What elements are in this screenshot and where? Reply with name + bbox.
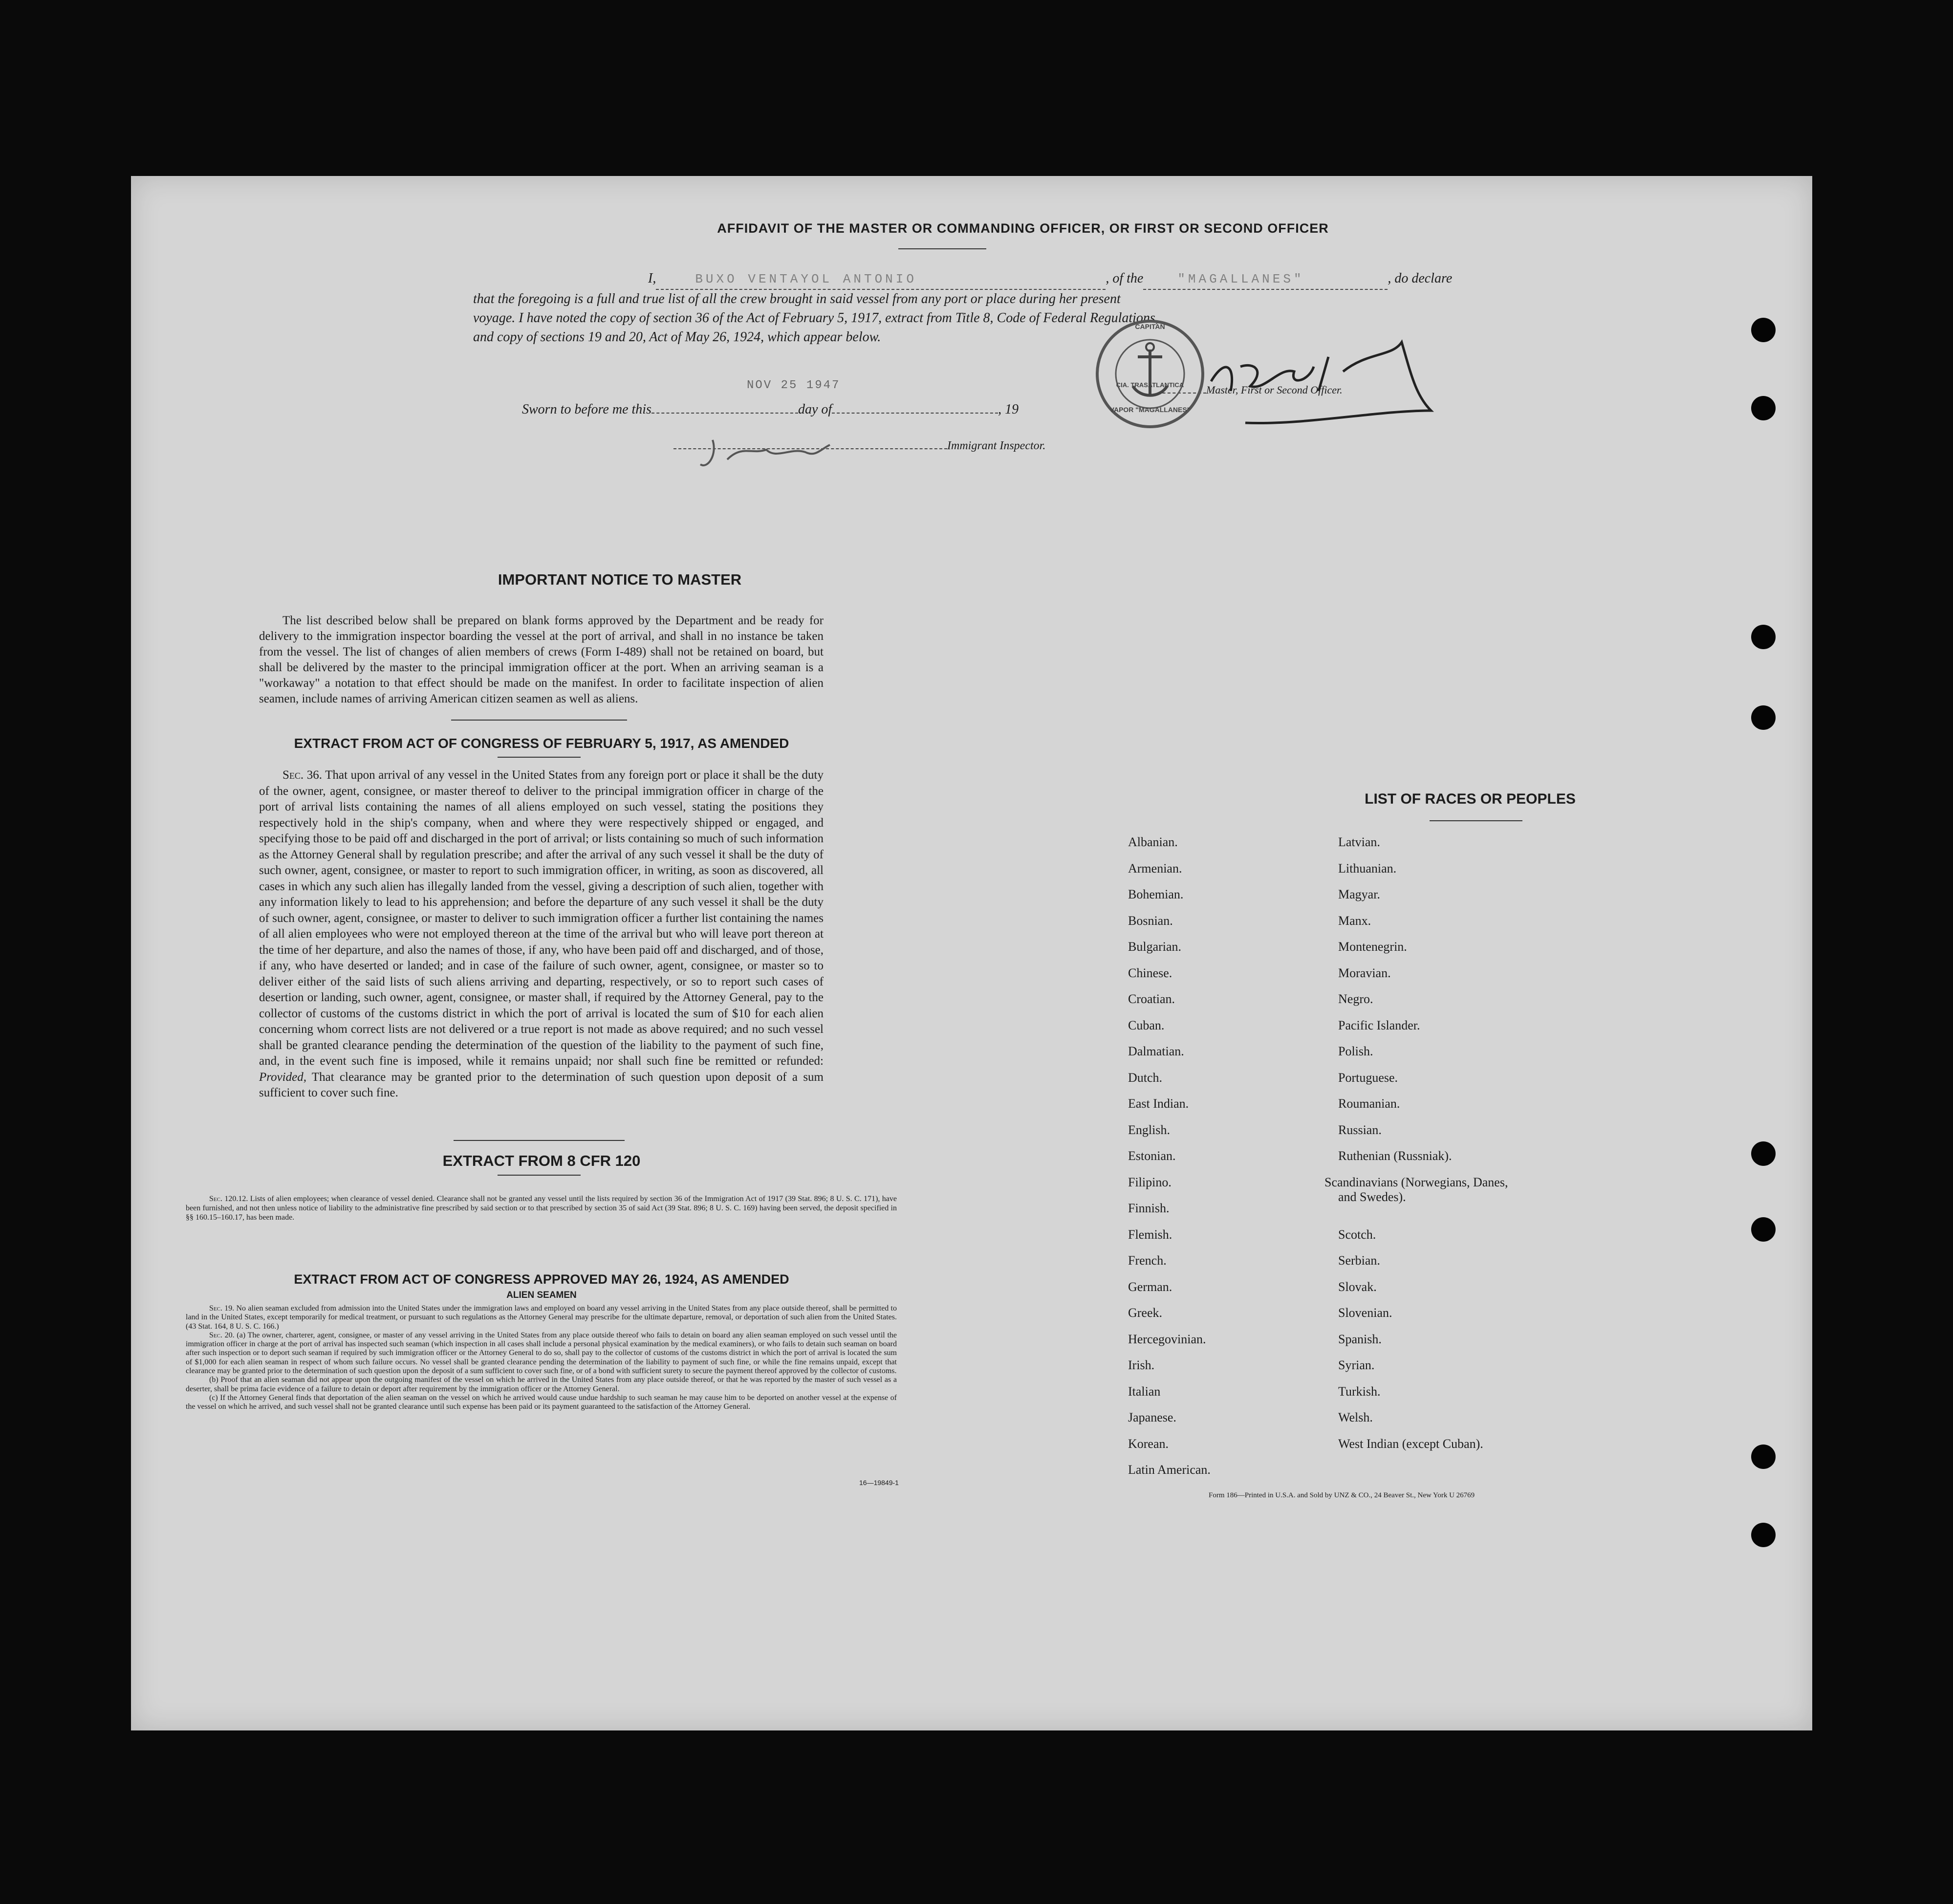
race-item: German. xyxy=(1128,1279,1172,1294)
extract-1917-body: Sec. 36. That upon arrival of any vessel in the United States from any foreign port or place it shall be the duty of the owner, agent, consignee, or master thereof to deliver to the principal immigration officer in charge of the port of arrival lists containing the names of all aliens employed on such vessel, stating the positions they respectively hold in the ship's company, when and where they were respectively shipped or engaged, and specifying those to be paid off and discharged in the port of arrival; or lists containing so much of such information as the Attorney General shall by regulation prescribe; and after the arrival of any such vessel it shall be the duty of such owner, agent, consignee, or master to report to such immigration officer, in writing, as soon as discovered, all cases in which any such alien has illegally landed from the vessel, giving a description of such alien, together with any information likely to lead to his apprehension; and before the departure of any such vessel it shall be the duty of such owner, agent, consignee, or master to deliver to such immigration officer a further list containing the names of all alien employees who were not employed thereon at the time of the arrival but who will leave port thereon at the time of her departure, and also the names of those, if any, who have been paid off and discharged, and of those, if any, who have deserted or landed; and in case of the failure of such owner, agent, consignee, or master so to deliver either of the said lists of such aliens arriving and departing, respectively, or so to report such cases of desertion or landing, such owner, agent, consignee, or master shall, if required by the Attorney General, pay to the collector of customs of the customs district in which the port of arrival is located the sum of $10 for each alien concerning whom correct lists are not delivered or a true report is not made as above required; and no such vessel shall be granted clearance pending the determination of the question of the liability to the payment of such fine, and, in the event such fine is imposed, while it remains unpaid; nor shall such fine be remitted or refunded: Provided, That clearance may be granted prior to the determination of such question upon deposit of a sum sufficient to cover such fine. xyxy=(259,768,824,1099)
race-item: Dalmatian. xyxy=(1128,1044,1184,1058)
race-item: Portuguese. xyxy=(1338,1070,1398,1085)
master-name: BUXO VENTAYOL ANTONIO xyxy=(695,272,917,286)
race-item: Magyar. xyxy=(1338,887,1380,901)
affidavit-title: AFFIDAVIT OF THE MASTER OR COMMANDING OFFICER, OR FIRST OR SECOND OFFICER xyxy=(717,221,1329,236)
race-item: Negro. xyxy=(1338,992,1373,1006)
inspector-line: Immigrant Inspector. xyxy=(673,437,1045,456)
race-item: Korean. xyxy=(1128,1436,1169,1451)
race-item: Scandinavians (Norwegians, Danes, and Swedes). xyxy=(1324,1175,1508,1204)
race-item: Manx. xyxy=(1338,913,1371,928)
binder-hole xyxy=(1751,1444,1776,1469)
race-item: Turkish. xyxy=(1338,1384,1381,1399)
race-item: Bohemian. xyxy=(1128,887,1184,901)
race-item: Hercegovinian. xyxy=(1128,1332,1206,1346)
race-item: Ruthenian (Russniak). xyxy=(1338,1149,1452,1163)
master-label: Master, First or Second Officer. xyxy=(1157,380,1343,399)
race-item: Croatian. xyxy=(1128,992,1175,1006)
race-item: Polish. xyxy=(1338,1044,1373,1058)
footer-imprint: Form 186—Printed in U.S.A. and Sold by UNZ & CO., 24 Beaver St., New York U 26769 xyxy=(1209,1491,1475,1499)
race-item: Slovenian. xyxy=(1338,1306,1392,1320)
sworn-line: Sworn to before me this day of , 19 xyxy=(522,402,1019,417)
divider xyxy=(498,1175,581,1176)
race-item: Cuban. xyxy=(1128,1018,1165,1032)
race-item: Chinese. xyxy=(1128,965,1172,980)
race-item: Syrian. xyxy=(1338,1358,1375,1372)
binder-hole xyxy=(1751,705,1776,730)
race-item: Lithuanian. xyxy=(1338,861,1397,875)
race-item: Montenegrin. xyxy=(1338,940,1407,954)
divider xyxy=(451,720,627,721)
race-item: Estonian. xyxy=(1128,1149,1176,1163)
divider xyxy=(454,1140,625,1141)
notice-title: IMPORTANT NOTICE TO MASTER xyxy=(498,571,742,588)
race-item: Finnish. xyxy=(1128,1201,1170,1215)
race-item: Filipino. xyxy=(1128,1175,1172,1189)
race-item: Russian. xyxy=(1338,1122,1382,1137)
cfr-title: EXTRACT FROM 8 CFR 120 xyxy=(442,1152,641,1169)
race-item: Scotch. xyxy=(1338,1227,1376,1242)
cfr-body: Sec. 120.12. Lists of alien employees; when clearance of vessel denied. Clearance shall not be granted any vessel until the lists required by section 36 of the Immigration Act of 1917 (39 Stat. 896; 8 U. S. C. 171), have been furnished, and not then unless notice of liability to the administrative fine prescribed by said section or to that prescribed by section 35 of said Act (39 Stat. 896; 8 U. S. C. 169) having been served, the deposit specified in §§ 160.15–160.17, has been made. xyxy=(186,1195,897,1222)
race-item: Japanese. xyxy=(1128,1410,1176,1424)
affidavit-line4: and copy of sections 19 and 20, Act of May 26, 1924, which appear below. xyxy=(473,329,881,345)
affidavit-line1: I, BUXO VENTAYOL ANTONIO , of the "MAGALLANES" , do declare xyxy=(648,269,1547,290)
races-title: LIST OF RACES OR PEOPLES xyxy=(1365,791,1576,807)
affidavit-line3: voyage. I have noted the copy of section 36 of the Act of February 5, 1917, extract from Title 8, Code of Federal Regulations, xyxy=(473,310,1159,326)
binder-hole xyxy=(1751,1523,1776,1547)
race-item: French. xyxy=(1128,1253,1167,1268)
race-item: Italian xyxy=(1128,1384,1161,1399)
race-item: Flemish. xyxy=(1128,1227,1172,1242)
binder-hole xyxy=(1751,1141,1776,1166)
divider xyxy=(898,248,986,249)
race-item: English. xyxy=(1128,1122,1170,1137)
divider xyxy=(498,757,581,758)
race-item: Greek. xyxy=(1128,1306,1163,1320)
stamp-text-mid: CIA. TRASATLANTICA xyxy=(1116,381,1184,389)
divider xyxy=(1430,820,1522,821)
extract-1917-title: EXTRACT FROM ACT OF CONGRESS OF FEBRUARY 5, 1917, AS AMENDED xyxy=(294,736,789,751)
stamp-text-top: CAPITAN xyxy=(1135,323,1165,330)
extract-1924-title: EXTRACT FROM ACT OF CONGRESS APPROVED MAY 26, 1924, AS AMENDED xyxy=(294,1272,789,1287)
affidavit-line2: that the foregoing is a full and true list of all the crew brought in said vessel from any port or place during her present xyxy=(473,291,1121,306)
race-item: Spanish. xyxy=(1338,1332,1382,1346)
race-item: West Indian (except Cuban). xyxy=(1338,1436,1483,1451)
binder-hole xyxy=(1751,318,1776,342)
race-item: Bulgarian. xyxy=(1128,940,1182,954)
form-code: 16—19849-1 xyxy=(859,1479,899,1487)
race-item: Irish. xyxy=(1128,1358,1155,1372)
date-stamp: NOV 25 1947 xyxy=(747,379,841,392)
race-item: Latvian. xyxy=(1338,835,1380,849)
race-item: Moravian. xyxy=(1338,965,1391,980)
race-item: Roumanian. xyxy=(1338,1096,1400,1111)
race-item: Serbian. xyxy=(1338,1253,1380,1268)
race-item: Pacific Islander. xyxy=(1338,1018,1420,1032)
extract-1924-subtitle: ALIEN SEAMEN xyxy=(506,1290,577,1300)
extract-1924-body: Sec. 19. No alien seaman excluded from admission into the United States under the immigration laws and employed on board any vessel arriving in the United States from any place outside thereof, shall be permitted to land in the United States, except temporarily for medical treatment, or pursuant to such regulations as the Attorney General may prescribe for the ultimate departure, removal, or deportation of such alien from the United States. (43 Stat. 164, 8 U. S. C. 166.) Sec. 20. (a) The owner, charterer, agent, consignee, or master of any vessel arriving in the United States from any place outside thereof who fails to detain on board any alien seaman employed on such vessel until the immigration officer in charge at the port of arrival has inspected such seaman (which inspection in all cases shall include a personal physical examination by the medical examiners), or who fails to detain such seaman on board after such inspection or to deport such seaman if required by such immigration officer or the Attorney General to do so, shall pay to the collector of customs of the customs district in which the port of arrival is located the sum of $1,000 for each alien seaman in respect of whom such failure occurs. No vessel shall be granted clearance pending the determination of the liability to payment of such fine, or while the fine remains unpaid, except that clearance may be granted prior to the determination of such question upon the deposit of a sum sufficient to cover such fine, or of a bond with sufficient surety to secure the payment thereof approved by the collector of customs. (b) Proof that an alien seaman did not appear upon the outgoing manifest of the vessel on which he arrived in the United States from any place outside thereof, or that he was reported by the master of such vessel as a deserter, shall be prima facie evidence of a failure to detain or deport after requirement by the immigration officer or the Attorney General. (c) If the Attorney General finds that deportation of the alien seaman on the vessel on which he arrived would cause undue hardship to such seaman he may cause him to be deported on another vessel at the expense of the vessel on which he arrived, and such vessel shall not be granted clearance until such expense has been paid or its payment guaranteed to the satisfaction of the Attorney General. xyxy=(186,1304,897,1411)
race-item: Latin American. xyxy=(1128,1463,1211,1477)
document-page xyxy=(131,176,1812,1730)
race-item: East Indian. xyxy=(1128,1096,1189,1111)
binder-hole xyxy=(1751,1217,1776,1242)
race-item: Albanian. xyxy=(1128,835,1178,849)
binder-hole xyxy=(1751,625,1776,649)
race-item: Dutch. xyxy=(1128,1070,1163,1085)
race-item: Bosnian. xyxy=(1128,913,1173,928)
stamp-text-bottom: VAPOR "MAGALLANES" xyxy=(1109,406,1191,414)
race-item: Armenian. xyxy=(1128,861,1182,875)
binder-hole xyxy=(1751,396,1776,420)
inspector-signature xyxy=(698,430,835,474)
race-item: Slovak. xyxy=(1338,1279,1377,1294)
vessel-name: "MAGALLANES" xyxy=(1177,272,1304,286)
race-item: Welsh. xyxy=(1338,1410,1373,1424)
notice-body: The list described below shall be prepared on blank forms approved by the Department and be ready for delivery to the immigration inspector boarding the vessel at the port of arrival, and shall in no instance be taken from the vessel. The list of changes of alien members of crews (Form I-489) shall not be retained on board, but shall be delivered by the master to the principal immigration officer at the port. When an arriving seaman is a "workaway" a notation to that effect should be made on the manifest. In order to facilitate inspection of alien seamen, include names of arriving American citizen seamen as well as aliens. xyxy=(259,614,824,705)
